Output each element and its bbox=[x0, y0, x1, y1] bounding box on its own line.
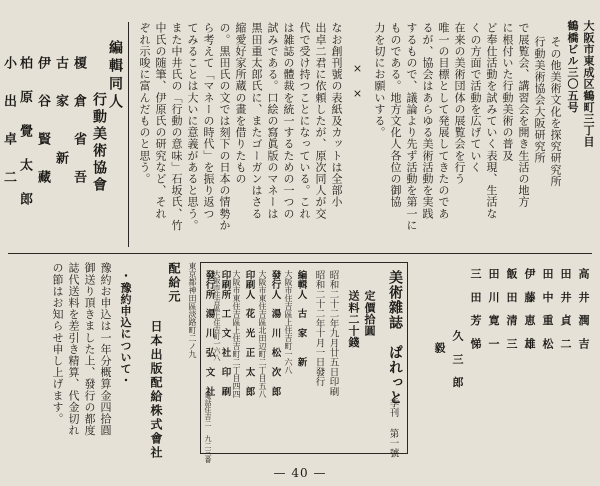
subscription-text: 豫約お申込は一年分概算金四拾圓 bbox=[99, 262, 112, 436]
editorial-column: の。黒田氏の文では刻下の日本の情勢か bbox=[218, 22, 231, 231]
publisher-address: 大阪市東住吉區北田辺町二丁目五八 bbox=[258, 270, 267, 398]
article-column: 唯一の目標として発展してきたのであ bbox=[437, 22, 450, 220]
printer-address: 大阪市東住吉區上住吉町二丁目四四 bbox=[232, 270, 241, 398]
editorial-column: は雑誌の體裁を統一するための一つの bbox=[282, 22, 295, 220]
separator-marks: × × bbox=[351, 62, 364, 101]
contributor: 田 井 貞 二 bbox=[559, 268, 572, 350]
subscription-text: の節はお知らせ申し上げます。 bbox=[51, 262, 64, 425]
distributor-address: 東京都神田區淡路町二ノ九 bbox=[188, 262, 197, 358]
magazine-title: 美術雜誌 ぱれっと bbox=[387, 270, 403, 405]
subscription-text: 誌代送料を差引き精算、代金切れ bbox=[67, 262, 80, 436]
contributor: 飯 田 清 三 bbox=[505, 268, 518, 350]
article-column: 行動美術協会大阪研究所 bbox=[533, 36, 546, 164]
editorial-column: ら考えて「マネーの時代」を振り返つ bbox=[202, 22, 215, 220]
publishing-house: 發行所 湯 川 弘 文 社 bbox=[203, 270, 215, 397]
editor-address: 大阪市住吉區上住吉町一六八 bbox=[284, 270, 293, 374]
distributor-name: 日本出版配給株式會社 bbox=[149, 320, 163, 460]
printer: 印刷人 花 光 正 太 郎 bbox=[243, 270, 255, 397]
contributor: 田 川 寛 一 bbox=[487, 268, 500, 350]
article-column: に根付いた行動美術の普及 bbox=[501, 22, 514, 162]
postage: 送料二十錢 bbox=[347, 290, 360, 348]
page-number: — 40 — bbox=[273, 466, 327, 480]
contributor: 三 田 芳 悌 bbox=[469, 268, 482, 350]
editor: 編輯人 古 家 新 bbox=[295, 270, 307, 367]
members-heading: 編輯同人 bbox=[107, 40, 123, 112]
print-shop-address: 大阪市住吉區上住吉町一六八 bbox=[213, 270, 221, 361]
contributor-extra: 毅 bbox=[433, 330, 446, 354]
editorial-column: 代で受け持つことになっている。これ bbox=[298, 22, 311, 220]
distributor-label: 配給元 bbox=[167, 262, 181, 304]
article-column: するもので、議論より先ず活動を第一に bbox=[405, 22, 418, 231]
article-column: 力を切にお願いする。 bbox=[373, 22, 386, 138]
editorial-column: てみることは大いに意義があると思う。 bbox=[186, 22, 199, 231]
address-line-2: 鶴橋ビル三〇五号 bbox=[566, 20, 579, 113]
article-column: で展覧会、講習会を開き生活の地方 bbox=[517, 22, 530, 208]
editorial-column: 試みである。口絵の寫眞版のマネーは bbox=[266, 22, 279, 220]
price: 定價拾圓 bbox=[363, 290, 376, 337]
member-name: 古 家 新 bbox=[53, 56, 68, 170]
article-column: その他美術文化を探究研究所 bbox=[549, 36, 562, 187]
editorial-column: ぞれ示唆に富んだものと思う。 bbox=[138, 22, 151, 185]
editorial-column: 黒田重太郎氏に、またゴーガンはさる bbox=[250, 22, 263, 220]
contributor: 田 中 重 松 bbox=[541, 268, 554, 350]
member-name: 榎 倉 省 吾 bbox=[71, 56, 86, 189]
article-column: ものである。地方文化人各位の御協 bbox=[389, 22, 402, 208]
editorial-column: また中井氏の「行動の意味」石坂氏、竹 bbox=[170, 22, 183, 231]
print-shop: 印刷所 工 文 社 印 刷 bbox=[219, 270, 231, 397]
publish-date: 昭和二十二年十月一日發行 bbox=[313, 270, 325, 387]
article-column: るが、協会はあらゆる美術活動を実践 bbox=[421, 22, 434, 220]
article-column: 在来の美術団体の展覧会を行う bbox=[453, 22, 466, 185]
contributor-extra: 久 三 郎 bbox=[451, 330, 464, 388]
member-name: 伊 谷 賢 藏 bbox=[35, 56, 50, 189]
association-name: 行動美術協會 bbox=[91, 92, 107, 194]
column-divider bbox=[128, 22, 129, 247]
editorial-column: 中氏の随筆、伊原氏の研究など、それ bbox=[154, 22, 167, 220]
address-line-1: 大阪市東成区鶴町三丁目 bbox=[582, 20, 595, 148]
article-column: くの方面で活動を広げていく bbox=[469, 22, 482, 173]
member-name: 柏 原 覺 太 郎 bbox=[17, 56, 32, 209]
editorial-column: 縮愛好家所蔵の畫を借りたもの bbox=[234, 22, 247, 185]
editorial-column: なお創刊號の表紙及カットは全部小 bbox=[330, 22, 343, 208]
contributor: 高 井 潤 吉 bbox=[577, 268, 590, 350]
article-column: ど奉仕活動を試みていく表現、生活な bbox=[485, 22, 498, 220]
editorial-column: 出卓二君に依頼したが、原次同人が交 bbox=[314, 22, 327, 220]
publishing-house-tel: 電話住吉二 九二三番 bbox=[204, 392, 212, 463]
subscription-text: 御送り頂きました上、發行の都度 bbox=[83, 262, 96, 436]
issue-label: 季刊 第一號 bbox=[387, 398, 399, 458]
section-divider bbox=[8, 253, 592, 254]
contributor: 伊 藤 恵 雄 bbox=[523, 268, 536, 350]
subscription-heading: ・豫約申込について・ bbox=[119, 270, 132, 386]
publisher: 發行人 湯 川 松 次 郎 bbox=[269, 270, 281, 397]
member-name: 小 出 卓 二 bbox=[1, 56, 16, 189]
print-date: 昭和二十二年九月廿五日印刷 bbox=[327, 270, 339, 397]
